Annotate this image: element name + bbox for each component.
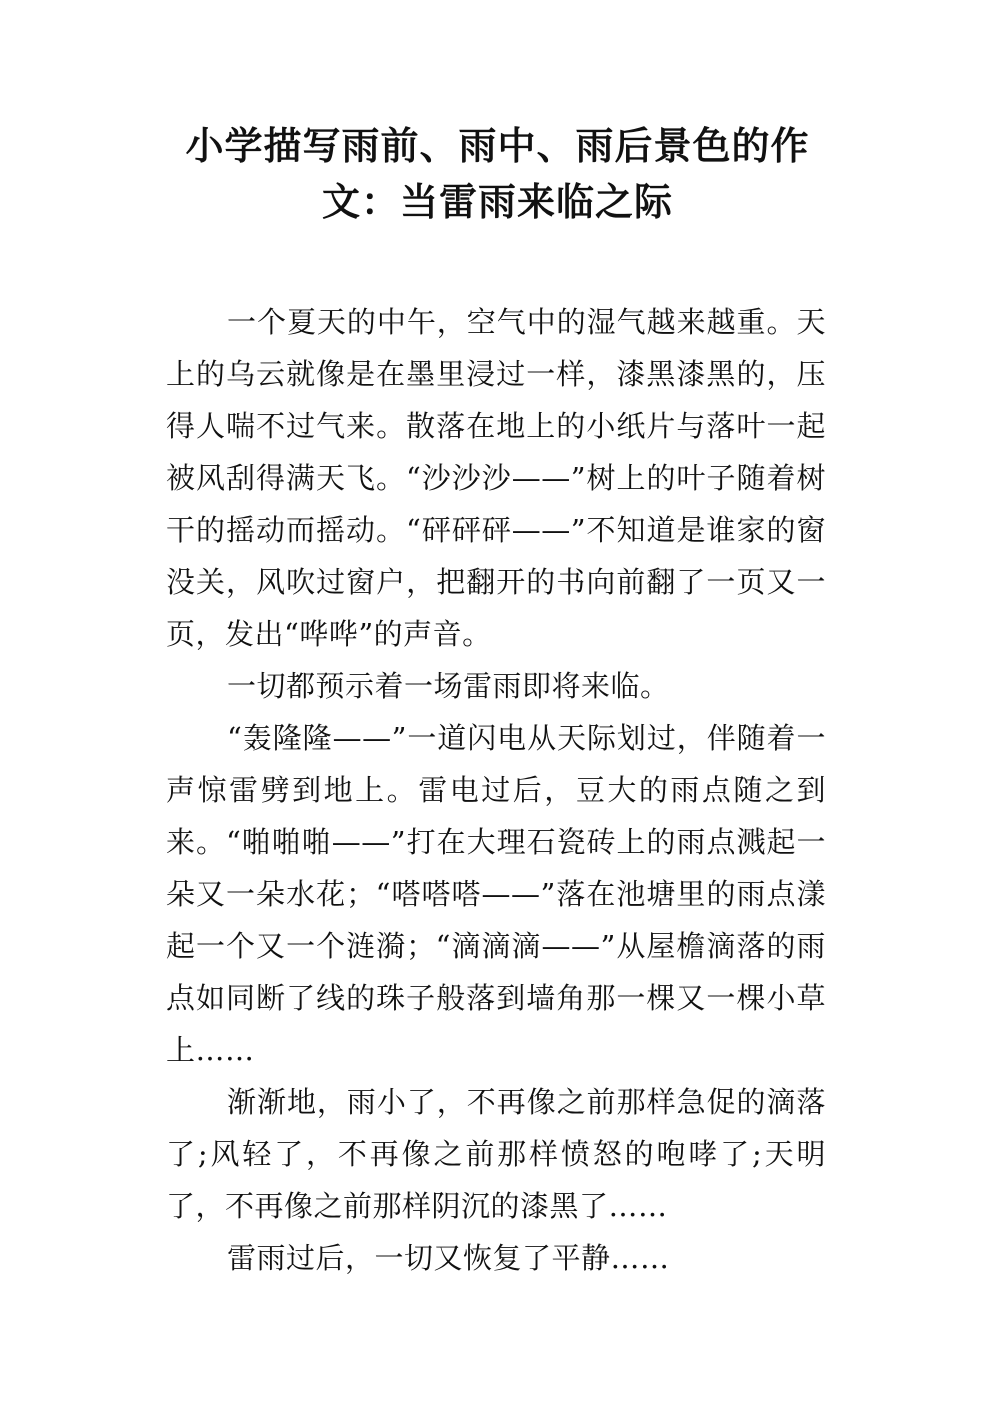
paragraph-3: “轰隆隆——”一道闪电从天际划过，伴随着一声惊雷劈到地上。雷电过后，豆大的雨点随之到来。“啪啪啪——”打在大理石瓷砖上的雨点溅起一朵又一朵水花；“嗒嗒嗒——”落在池塘里的雨点漾起一个又一个涟漪；“滴滴滴——”从屋檐滴落的雨点如同断了线的珠子般落到墙角那一棵又一棵小草上…… (166, 721, 826, 1067)
paragraph-2: 一切都预示着一场雷雨即将来临。 (227, 669, 670, 703)
paragraph-4: 渐渐地，雨小了，不再像之前那样急促的滴落了;风轻了，不再像之前那样愤怒的咆哮了;天明了，不再像之前那样阴沉的漆黑了…… (166, 1085, 826, 1223)
document-title: 小学描写雨前、雨中、雨后景色的作文：当雷雨来临之际 (185, 124, 810, 224)
document-body (166, 296, 826, 1284)
paragraph-1: 一个夏天的中午，空气中的湿气越来越重。天上的乌云就像是在墨里浸过一样，漆黑漆黑的，压得人喘不过气来。散落在地上的小纸片与落叶一起被风刮得满天飞。“沙沙沙——”树上的叶子随着树干的摇动而摇动。“砰砰砰——”不知道是谁家的窗没关，风吹过窗户，把翻开的书向前翻了一页又一页，发出“哗哗”的声音。 (166, 305, 826, 651)
paragraph-5: 雷雨过后，一切又恢复了平静…… (227, 1241, 670, 1275)
